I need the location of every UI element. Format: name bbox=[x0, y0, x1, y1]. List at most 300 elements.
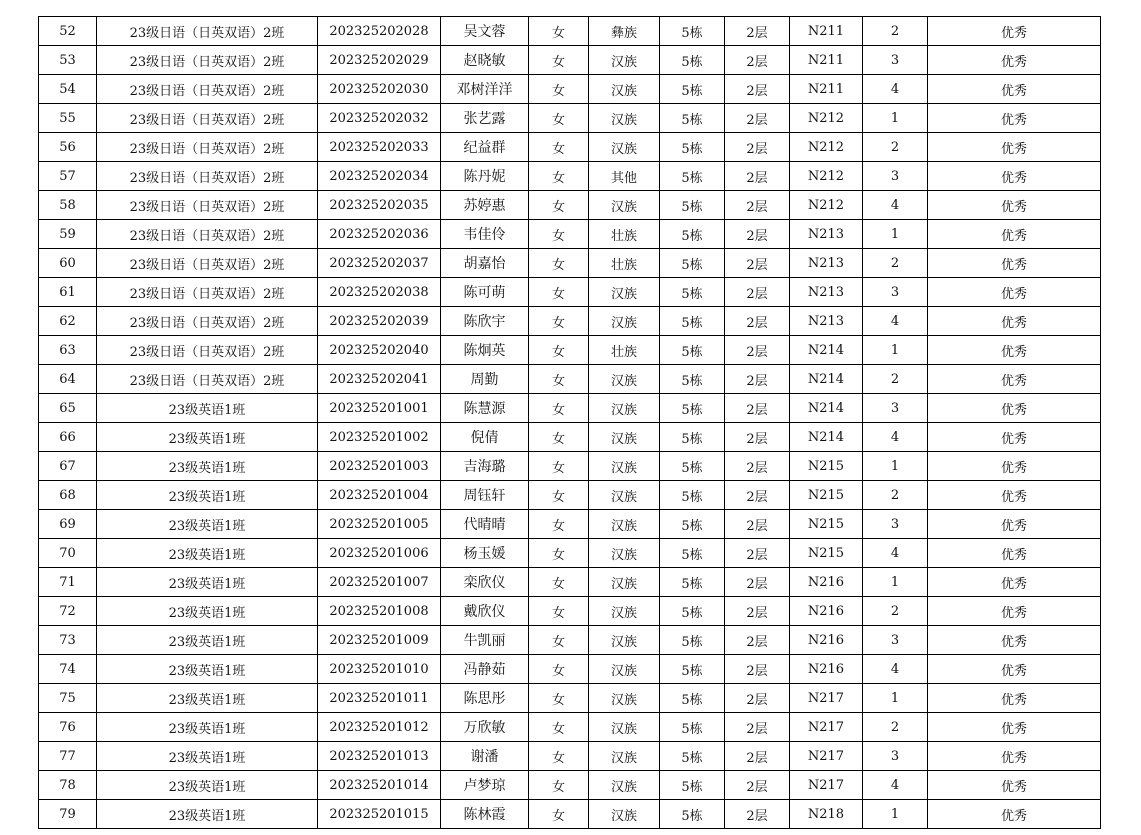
student-name-cell: 胡嘉怡 bbox=[441, 249, 529, 278]
gender-cell: 女 bbox=[529, 655, 589, 684]
room-cell: N212 bbox=[790, 104, 863, 133]
rating-cell: 优秀 bbox=[928, 626, 1101, 655]
table-row bbox=[39, 452, 1101, 481]
table-row bbox=[39, 655, 1101, 684]
row-number-cell: 60 bbox=[39, 249, 97, 278]
student-id-cell: 202325201015 bbox=[318, 800, 441, 829]
bed-cell: 2 bbox=[863, 597, 928, 626]
student-id-cell: 202325202039 bbox=[318, 307, 441, 336]
table-row bbox=[39, 365, 1101, 394]
ethnicity-cell: 壮族 bbox=[589, 249, 660, 278]
student-name-cell: 陈欣宇 bbox=[441, 307, 529, 336]
ethnicity-cell: 汉族 bbox=[589, 191, 660, 220]
room-cell: N212 bbox=[790, 191, 863, 220]
rating-cell: 优秀 bbox=[928, 568, 1101, 597]
ethnicity-cell: 汉族 bbox=[589, 713, 660, 742]
table-row bbox=[39, 539, 1101, 568]
room-cell: N213 bbox=[790, 278, 863, 307]
bed-cell: 2 bbox=[863, 713, 928, 742]
rating-cell: 优秀 bbox=[928, 191, 1101, 220]
building-cell: 5栋 bbox=[660, 394, 725, 423]
rating-cell: 优秀 bbox=[928, 481, 1101, 510]
bed-cell: 1 bbox=[863, 336, 928, 365]
rating-cell: 优秀 bbox=[928, 771, 1101, 800]
table-row bbox=[39, 278, 1101, 307]
row-number-cell: 67 bbox=[39, 452, 97, 481]
room-cell: N215 bbox=[790, 510, 863, 539]
class-name-cell: 23级日语（日英双语）2班 bbox=[97, 336, 318, 365]
building-cell: 5栋 bbox=[660, 626, 725, 655]
ethnicity-cell: 汉族 bbox=[589, 800, 660, 829]
floor-cell: 2层 bbox=[725, 278, 790, 307]
student-id-cell: 202325202041 bbox=[318, 365, 441, 394]
room-cell: N211 bbox=[790, 17, 863, 46]
room-cell: N212 bbox=[790, 133, 863, 162]
row-number-cell: 63 bbox=[39, 336, 97, 365]
bed-cell: 1 bbox=[863, 452, 928, 481]
student-name-cell: 苏婷惠 bbox=[441, 191, 529, 220]
table-row bbox=[39, 597, 1101, 626]
class-name-cell: 23级英语1班 bbox=[97, 626, 318, 655]
ethnicity-cell: 汉族 bbox=[589, 510, 660, 539]
bed-cell: 1 bbox=[863, 104, 928, 133]
student-name-cell: 赵晓敏 bbox=[441, 46, 529, 75]
building-cell: 5栋 bbox=[660, 336, 725, 365]
building-cell: 5栋 bbox=[660, 771, 725, 800]
student-id-cell: 202325202037 bbox=[318, 249, 441, 278]
floor-cell: 2层 bbox=[725, 510, 790, 539]
student-name-cell: 张艺露 bbox=[441, 104, 529, 133]
bed-cell: 3 bbox=[863, 742, 928, 771]
row-number-cell: 74 bbox=[39, 655, 97, 684]
student-id-cell: 202325201003 bbox=[318, 452, 441, 481]
gender-cell: 女 bbox=[529, 104, 589, 133]
row-number-cell: 76 bbox=[39, 713, 97, 742]
floor-cell: 2层 bbox=[725, 655, 790, 684]
rating-cell: 优秀 bbox=[928, 365, 1101, 394]
rating-cell: 优秀 bbox=[928, 133, 1101, 162]
student-id-cell: 202325201011 bbox=[318, 684, 441, 713]
room-cell: N214 bbox=[790, 336, 863, 365]
rating-cell: 优秀 bbox=[928, 655, 1101, 684]
student-id-cell: 202325201007 bbox=[318, 568, 441, 597]
building-cell: 5栋 bbox=[660, 510, 725, 539]
ethnicity-cell: 汉族 bbox=[589, 104, 660, 133]
building-cell: 5栋 bbox=[660, 452, 725, 481]
student-name-cell: 牛凯丽 bbox=[441, 626, 529, 655]
bed-cell: 4 bbox=[863, 771, 928, 800]
bed-cell: 3 bbox=[863, 510, 928, 539]
table-row bbox=[39, 133, 1101, 162]
room-cell: N213 bbox=[790, 249, 863, 278]
rating-cell: 优秀 bbox=[928, 394, 1101, 423]
room-cell: N216 bbox=[790, 655, 863, 684]
bed-cell: 1 bbox=[863, 684, 928, 713]
student-name-cell: 倪倩 bbox=[441, 423, 529, 452]
bed-cell: 1 bbox=[863, 220, 928, 249]
rating-cell: 优秀 bbox=[928, 800, 1101, 829]
table-row bbox=[39, 46, 1101, 75]
room-cell: N217 bbox=[790, 742, 863, 771]
rating-cell: 优秀 bbox=[928, 452, 1101, 481]
floor-cell: 2层 bbox=[725, 394, 790, 423]
bed-cell: 4 bbox=[863, 655, 928, 684]
class-name-cell: 23级英语1班 bbox=[97, 771, 318, 800]
bed-cell: 3 bbox=[863, 46, 928, 75]
building-cell: 5栋 bbox=[660, 191, 725, 220]
dormitory-roster-table bbox=[38, 16, 1101, 829]
building-cell: 5栋 bbox=[660, 539, 725, 568]
row-number-cell: 55 bbox=[39, 104, 97, 133]
room-cell: N216 bbox=[790, 597, 863, 626]
floor-cell: 2层 bbox=[725, 626, 790, 655]
class-name-cell: 23级日语（日英双语）2班 bbox=[97, 307, 318, 336]
student-id-cell: 202325202038 bbox=[318, 278, 441, 307]
ethnicity-cell: 汉族 bbox=[589, 307, 660, 336]
bed-cell: 2 bbox=[863, 133, 928, 162]
student-id-cell: 202325202033 bbox=[318, 133, 441, 162]
student-id-cell: 202325202036 bbox=[318, 220, 441, 249]
student-id-cell: 202325202035 bbox=[318, 191, 441, 220]
gender-cell: 女 bbox=[529, 800, 589, 829]
floor-cell: 2层 bbox=[725, 771, 790, 800]
floor-cell: 2层 bbox=[725, 481, 790, 510]
bed-cell: 3 bbox=[863, 278, 928, 307]
bed-cell: 2 bbox=[863, 17, 928, 46]
gender-cell: 女 bbox=[529, 568, 589, 597]
floor-cell: 2层 bbox=[725, 162, 790, 191]
floor-cell: 2层 bbox=[725, 46, 790, 75]
gender-cell: 女 bbox=[529, 336, 589, 365]
room-cell: N211 bbox=[790, 75, 863, 104]
gender-cell: 女 bbox=[529, 684, 589, 713]
student-name-cell: 卢梦琼 bbox=[441, 771, 529, 800]
student-id-cell: 202325201012 bbox=[318, 713, 441, 742]
floor-cell: 2层 bbox=[725, 75, 790, 104]
building-cell: 5栋 bbox=[660, 655, 725, 684]
ethnicity-cell: 汉族 bbox=[589, 597, 660, 626]
ethnicity-cell: 汉族 bbox=[589, 133, 660, 162]
rating-cell: 优秀 bbox=[928, 597, 1101, 626]
ethnicity-cell: 汉族 bbox=[589, 481, 660, 510]
row-number-cell: 64 bbox=[39, 365, 97, 394]
table-row bbox=[39, 568, 1101, 597]
class-name-cell: 23级日语（日英双语）2班 bbox=[97, 133, 318, 162]
gender-cell: 女 bbox=[529, 626, 589, 655]
gender-cell: 女 bbox=[529, 771, 589, 800]
table-row bbox=[39, 336, 1101, 365]
student-id-cell: 202325202028 bbox=[318, 17, 441, 46]
row-number-cell: 73 bbox=[39, 626, 97, 655]
building-cell: 5栋 bbox=[660, 133, 725, 162]
ethnicity-cell: 壮族 bbox=[589, 220, 660, 249]
floor-cell: 2层 bbox=[725, 17, 790, 46]
student-id-cell: 202325201009 bbox=[318, 626, 441, 655]
class-name-cell: 23级英语1班 bbox=[97, 394, 318, 423]
bed-cell: 4 bbox=[863, 75, 928, 104]
rating-cell: 优秀 bbox=[928, 162, 1101, 191]
row-number-cell: 62 bbox=[39, 307, 97, 336]
building-cell: 5栋 bbox=[660, 481, 725, 510]
student-name-cell: 吴文蓉 bbox=[441, 17, 529, 46]
class-name-cell: 23级英语1班 bbox=[97, 742, 318, 771]
bed-cell: 4 bbox=[863, 307, 928, 336]
table-row bbox=[39, 510, 1101, 539]
rating-cell: 优秀 bbox=[928, 278, 1101, 307]
bed-cell: 3 bbox=[863, 162, 928, 191]
room-cell: N213 bbox=[790, 220, 863, 249]
gender-cell: 女 bbox=[529, 394, 589, 423]
gender-cell: 女 bbox=[529, 452, 589, 481]
bed-cell: 2 bbox=[863, 481, 928, 510]
gender-cell: 女 bbox=[529, 46, 589, 75]
class-name-cell: 23级英语1班 bbox=[97, 800, 318, 829]
bed-cell: 2 bbox=[863, 365, 928, 394]
student-name-cell: 韦佳伶 bbox=[441, 220, 529, 249]
ethnicity-cell: 汉族 bbox=[589, 742, 660, 771]
student-id-cell: 202325201010 bbox=[318, 655, 441, 684]
room-cell: N215 bbox=[790, 452, 863, 481]
class-name-cell: 23级日语（日英双语）2班 bbox=[97, 104, 318, 133]
roster-body bbox=[39, 17, 1101, 829]
table-row bbox=[39, 771, 1101, 800]
row-number-cell: 79 bbox=[39, 800, 97, 829]
gender-cell: 女 bbox=[529, 481, 589, 510]
room-cell: N217 bbox=[790, 771, 863, 800]
building-cell: 5栋 bbox=[660, 104, 725, 133]
student-id-cell: 202325201006 bbox=[318, 539, 441, 568]
table-row bbox=[39, 249, 1101, 278]
room-cell: N216 bbox=[790, 568, 863, 597]
rating-cell: 优秀 bbox=[928, 742, 1101, 771]
class-name-cell: 23级日语（日英双语）2班 bbox=[97, 162, 318, 191]
floor-cell: 2层 bbox=[725, 307, 790, 336]
table-row bbox=[39, 626, 1101, 655]
building-cell: 5栋 bbox=[660, 162, 725, 191]
row-number-cell: 58 bbox=[39, 191, 97, 220]
room-cell: N217 bbox=[790, 713, 863, 742]
ethnicity-cell: 汉族 bbox=[589, 684, 660, 713]
student-name-cell: 纪益群 bbox=[441, 133, 529, 162]
row-number-cell: 71 bbox=[39, 568, 97, 597]
building-cell: 5栋 bbox=[660, 46, 725, 75]
floor-cell: 2层 bbox=[725, 191, 790, 220]
rating-cell: 优秀 bbox=[928, 104, 1101, 133]
floor-cell: 2层 bbox=[725, 539, 790, 568]
ethnicity-cell: 汉族 bbox=[589, 568, 660, 597]
room-cell: N212 bbox=[790, 162, 863, 191]
row-number-cell: 75 bbox=[39, 684, 97, 713]
ethnicity-cell: 彝族 bbox=[589, 17, 660, 46]
floor-cell: 2层 bbox=[725, 713, 790, 742]
ethnicity-cell: 汉族 bbox=[589, 771, 660, 800]
student-id-cell: 202325201001 bbox=[318, 394, 441, 423]
row-number-cell: 72 bbox=[39, 597, 97, 626]
floor-cell: 2层 bbox=[725, 800, 790, 829]
table-row bbox=[39, 684, 1101, 713]
building-cell: 5栋 bbox=[660, 278, 725, 307]
gender-cell: 女 bbox=[529, 510, 589, 539]
class-name-cell: 23级英语1班 bbox=[97, 684, 318, 713]
student-id-cell: 202325201008 bbox=[318, 597, 441, 626]
ethnicity-cell: 汉族 bbox=[589, 452, 660, 481]
class-name-cell: 23级日语（日英双语）2班 bbox=[97, 365, 318, 394]
ethnicity-cell: 汉族 bbox=[589, 423, 660, 452]
room-cell: N218 bbox=[790, 800, 863, 829]
row-number-cell: 52 bbox=[39, 17, 97, 46]
bed-cell: 3 bbox=[863, 626, 928, 655]
gender-cell: 女 bbox=[529, 423, 589, 452]
building-cell: 5栋 bbox=[660, 17, 725, 46]
ethnicity-cell: 汉族 bbox=[589, 655, 660, 684]
floor-cell: 2层 bbox=[725, 133, 790, 162]
table-row bbox=[39, 75, 1101, 104]
gender-cell: 女 bbox=[529, 249, 589, 278]
rating-cell: 优秀 bbox=[928, 46, 1101, 75]
bed-cell: 4 bbox=[863, 539, 928, 568]
room-cell: N215 bbox=[790, 481, 863, 510]
room-cell: N215 bbox=[790, 539, 863, 568]
student-id-cell: 202325202029 bbox=[318, 46, 441, 75]
rating-cell: 优秀 bbox=[928, 539, 1101, 568]
room-cell: N214 bbox=[790, 394, 863, 423]
ethnicity-cell: 汉族 bbox=[589, 75, 660, 104]
class-name-cell: 23级日语（日英双语）2班 bbox=[97, 220, 318, 249]
row-number-cell: 69 bbox=[39, 510, 97, 539]
rating-cell: 优秀 bbox=[928, 423, 1101, 452]
floor-cell: 2层 bbox=[725, 452, 790, 481]
building-cell: 5栋 bbox=[660, 713, 725, 742]
student-id-cell: 202325201013 bbox=[318, 742, 441, 771]
row-number-cell: 78 bbox=[39, 771, 97, 800]
class-name-cell: 23级英语1班 bbox=[97, 713, 318, 742]
student-name-cell: 冯静茹 bbox=[441, 655, 529, 684]
class-name-cell: 23级英语1班 bbox=[97, 655, 318, 684]
row-number-cell: 66 bbox=[39, 423, 97, 452]
student-name-cell: 谢潘 bbox=[441, 742, 529, 771]
table-row bbox=[39, 220, 1101, 249]
student-id-cell: 202325202040 bbox=[318, 336, 441, 365]
room-cell: N214 bbox=[790, 423, 863, 452]
class-name-cell: 23级日语（日英双语）2班 bbox=[97, 17, 318, 46]
floor-cell: 2层 bbox=[725, 336, 790, 365]
table-row bbox=[39, 307, 1101, 336]
gender-cell: 女 bbox=[529, 539, 589, 568]
floor-cell: 2层 bbox=[725, 423, 790, 452]
row-number-cell: 70 bbox=[39, 539, 97, 568]
room-cell: N214 bbox=[790, 365, 863, 394]
class-name-cell: 23级英语1班 bbox=[97, 597, 318, 626]
student-id-cell: 202325202030 bbox=[318, 75, 441, 104]
class-name-cell: 23级英语1班 bbox=[97, 452, 318, 481]
gender-cell: 女 bbox=[529, 278, 589, 307]
row-number-cell: 61 bbox=[39, 278, 97, 307]
row-number-cell: 59 bbox=[39, 220, 97, 249]
rating-cell: 优秀 bbox=[928, 75, 1101, 104]
rating-cell: 优秀 bbox=[928, 307, 1101, 336]
building-cell: 5栋 bbox=[660, 568, 725, 597]
class-name-cell: 23级日语（日英双语）2班 bbox=[97, 46, 318, 75]
gender-cell: 女 bbox=[529, 742, 589, 771]
gender-cell: 女 bbox=[529, 162, 589, 191]
room-cell: N216 bbox=[790, 626, 863, 655]
student-name-cell: 周勤 bbox=[441, 365, 529, 394]
gender-cell: 女 bbox=[529, 17, 589, 46]
rating-cell: 优秀 bbox=[928, 17, 1101, 46]
ethnicity-cell: 汉族 bbox=[589, 394, 660, 423]
class-name-cell: 23级英语1班 bbox=[97, 510, 318, 539]
building-cell: 5栋 bbox=[660, 365, 725, 394]
student-id-cell: 202325201014 bbox=[318, 771, 441, 800]
table-row bbox=[39, 713, 1101, 742]
table-row bbox=[39, 742, 1101, 771]
row-number-cell: 68 bbox=[39, 481, 97, 510]
floor-cell: 2层 bbox=[725, 568, 790, 597]
building-cell: 5栋 bbox=[660, 249, 725, 278]
table-row bbox=[39, 191, 1101, 220]
student-name-cell: 陈丹妮 bbox=[441, 162, 529, 191]
floor-cell: 2层 bbox=[725, 365, 790, 394]
student-name-cell: 万欣敏 bbox=[441, 713, 529, 742]
ethnicity-cell: 汉族 bbox=[589, 278, 660, 307]
gender-cell: 女 bbox=[529, 75, 589, 104]
floor-cell: 2层 bbox=[725, 249, 790, 278]
rating-cell: 优秀 bbox=[928, 684, 1101, 713]
building-cell: 5栋 bbox=[660, 800, 725, 829]
bed-cell: 4 bbox=[863, 423, 928, 452]
student-name-cell: 吉海璐 bbox=[441, 452, 529, 481]
student-name-cell: 周钰轩 bbox=[441, 481, 529, 510]
building-cell: 5栋 bbox=[660, 307, 725, 336]
gender-cell: 女 bbox=[529, 133, 589, 162]
gender-cell: 女 bbox=[529, 713, 589, 742]
row-number-cell: 77 bbox=[39, 742, 97, 771]
rating-cell: 优秀 bbox=[928, 510, 1101, 539]
table-row bbox=[39, 481, 1101, 510]
table-row bbox=[39, 162, 1101, 191]
table-row bbox=[39, 423, 1101, 452]
bed-cell: 3 bbox=[863, 394, 928, 423]
floor-cell: 2层 bbox=[725, 220, 790, 249]
student-name-cell: 邓树洋洋 bbox=[441, 75, 529, 104]
ethnicity-cell: 壮族 bbox=[589, 336, 660, 365]
building-cell: 5栋 bbox=[660, 75, 725, 104]
student-name-cell: 杨玉媛 bbox=[441, 539, 529, 568]
rating-cell: 优秀 bbox=[928, 713, 1101, 742]
class-name-cell: 23级日语（日英双语）2班 bbox=[97, 278, 318, 307]
room-cell: N213 bbox=[790, 307, 863, 336]
room-cell: N211 bbox=[790, 46, 863, 75]
row-number-cell: 53 bbox=[39, 46, 97, 75]
ethnicity-cell: 其他 bbox=[589, 162, 660, 191]
building-cell: 5栋 bbox=[660, 742, 725, 771]
student-id-cell: 202325201005 bbox=[318, 510, 441, 539]
student-name-cell: 栾欣仪 bbox=[441, 568, 529, 597]
floor-cell: 2层 bbox=[725, 742, 790, 771]
class-name-cell: 23级日语（日英双语）2班 bbox=[97, 191, 318, 220]
class-name-cell: 23级英语1班 bbox=[97, 423, 318, 452]
bed-cell: 1 bbox=[863, 800, 928, 829]
row-number-cell: 57 bbox=[39, 162, 97, 191]
student-id-cell: 202325202032 bbox=[318, 104, 441, 133]
class-name-cell: 23级英语1班 bbox=[97, 481, 318, 510]
gender-cell: 女 bbox=[529, 307, 589, 336]
table-row bbox=[39, 394, 1101, 423]
student-name-cell: 陈可萌 bbox=[441, 278, 529, 307]
floor-cell: 2层 bbox=[725, 684, 790, 713]
building-cell: 5栋 bbox=[660, 684, 725, 713]
building-cell: 5栋 bbox=[660, 423, 725, 452]
